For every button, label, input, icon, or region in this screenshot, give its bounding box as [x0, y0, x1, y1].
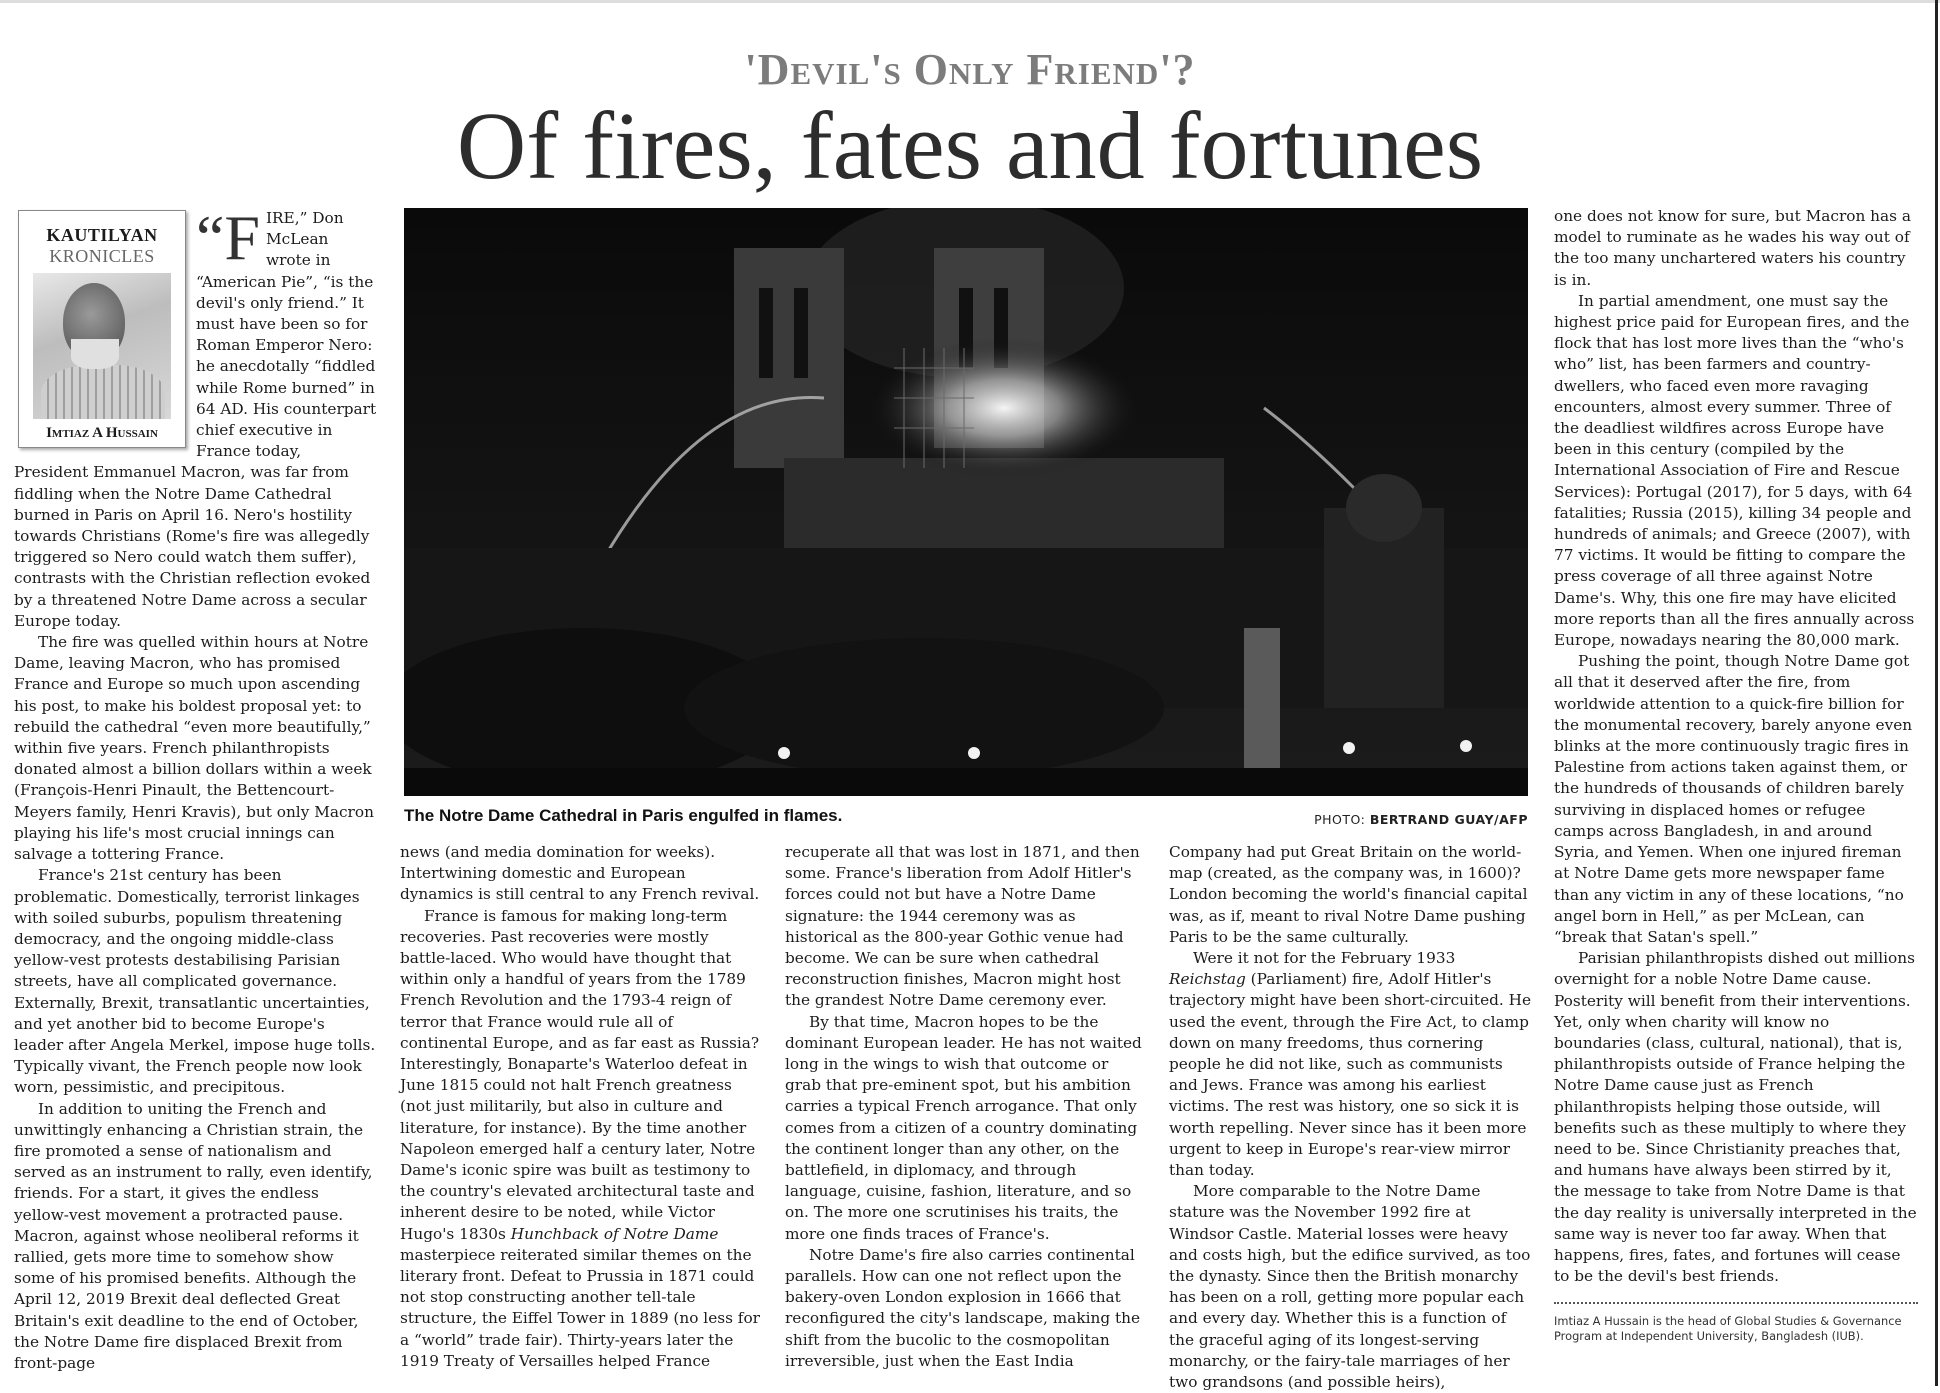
author-bio: Imtiaz A Hussain is the head of Global Studies & Governance Program at Independent University, Bangladesh (IUB).	[1554, 1302, 1918, 1343]
portrait-beard	[71, 339, 119, 369]
article-column-2	[400, 842, 762, 1372]
paragraph-2: The fire was quelled within hours at Notre Dame, leaving Macron, who has promised France and Europe so much upon ascending his post, to make his boldest proposal yet: to rebuild the cathedral “even more beautifully,” within five years. French philanthropists donated almost a billion dollars within a week (François-Henri Pinault, the Bettencourt-Meyers family, Henri Kravis), but only Macron playing his life's most crucial innings can salvage a tottering France.	[14, 633, 374, 864]
paragraph-9: Notre Dame's fire also carries continental parallels. How can one not reflect upon the bakery-oven London explosion in 1666 that reconfigured the city's landscape, making the shift from the bucolic to the cosmopolitan irreversible, just when the East India	[785, 1245, 1141, 1370]
paragraph-11	[1169, 948, 1533, 1181]
drop-cap	[196, 202, 260, 273]
paragraph-14: In partial amendment, one must say the highest price paid for European fires, and the flock that has lost more lives than the “who's who” list, has been farmers and country-dwellers, who faced even more ravaging encounters, almost every summer. Three of the deadliest wildfires across Europe have been in this century (compiled by the International Association of Fire and Rescue Services): Portugal (2017), for 5 days, with 64 fatalities; Russia (2015), killing 34 people and hundreds of animals; and Greece (2007), with 77 victims. It would be fitting to compare the press coverage of all three against Notre Dame's. Why, this one fire may have elicited more reports than all the fires annually across Europe, nowadays nearing the 80,000 mark.	[1554, 291, 1915, 650]
author-portrait	[33, 273, 171, 419]
paragraph-6-text-a: France is famous for making long-term recoveries. Past recoveries were mostly battle-laced. Who would have thought that within only a handful of years from the 1789 French Revolution and the 1793-4 reign of terror that France would rule all of continental Europe, and as far east as Russia? Interestingly, Bonaparte's Waterloo defeat in June 1815 could not halt French greatness (not just militarily, but also in culture and literature, for instance). By the time another Napoleon emerged half a century later, Notre Dame's iconic spire was built as testimony to the country's elevated architectural taste and inherent desire to be noted, while Victor Hugo's 1830s	[400, 906, 760, 1243]
portrait-shirt	[41, 365, 165, 419]
photo-credit-label: PHOTO:	[1314, 812, 1366, 827]
paragraph-10: Company had put Great Britain on the world-map (created, as the company was, in 1600)? London becoming the world's financial capital was, as if, meant to rival Notre Dame pushing Paris to be the same culturally.	[1169, 843, 1528, 946]
paragraph-7: recuperate all that was lost in 1871, and then some. France's liberation from Adolf Hitler's forces could not but have a Notre Dame signature: the 1944 ceremony was as historical as the 800-year Gothic venue had become. We can be sure when cathedral reconstruction finishes, Macron might host the grandest Notre Dame ceremony ever.	[785, 843, 1140, 1010]
top-rule	[0, 0, 1940, 3]
article-kicker: 'Devil's Only Friend'?	[744, 45, 1196, 94]
street-lamp-2	[968, 747, 980, 759]
left-tower-window-2	[794, 288, 808, 378]
cathedral-fire-photo	[404, 208, 1528, 796]
paragraph-8: By that time, Macron hopes to be the dominant European leader. He has not waited long in the wings to wish that outcome or grab that pre-eminent spot, but his ambition carries a typical French arrogance. That only comes from a citizen of a country dominating the continent longer than any other, on the battlefield, in diplomacy, and through language, cuisine, fashion, literature, and so on. The more one scrutinises his traits, the more one finds traces of France's.	[785, 1012, 1142, 1243]
street-lamp-4	[1460, 740, 1472, 752]
page-edge-rule	[1935, 0, 1938, 1386]
paragraph-16: Parisian philanthropists dished out millions overnight for a noble Notre Dame cause. Posterity will benefit from their interventions. Yet, only when charity will know no boundaries (class, cultural, national), that is, philanthropists outside of France helping the Notre Dame cause just as French philanthropists helping those outside, will benefits such as these multiply to where they need to be. Since Christianity preaches that, and humans have always been stirred by it, the message to take from Notre Dame is that the day reality is universally interpreted in the same way is never too far away. When that happens, fires, fates, and fortunes will cease to be the devil's best friends.	[1554, 949, 1917, 1286]
paragraph-11-text-a: Were it not for the February 1933	[1193, 949, 1456, 968]
statue	[1244, 628, 1280, 788]
left-tower	[734, 248, 844, 468]
photo-credit	[1314, 812, 1528, 827]
paragraph-11-text-b: (Parliament) fire, Adolf Hitler's trajectory might have been short-circuited. He used the event, through the Fire Act, to clamp down on many freedoms, thus cornering people he did not like, such as communists and Jews. France was among his earliest victims. The rest was history, one so sick it is worth repelling. Never since has it been more urgent to keep in Europe's rear-view mirror than today.	[1169, 970, 1532, 1180]
paragraph-13: one does not know for sure, but Macron has a model to ruminate as he wades his way out of the too many unchartered waters his country is in.	[1554, 207, 1911, 289]
drop-cap-letter: F	[224, 202, 260, 273]
column-name-line-1: KAUTILYAN	[46, 225, 158, 245]
paragraph-4: In addition to uniting the French and unwittingly enhancing a Christian strain, the fire promoted a sense of nationalism and served as an instrument to rally, even identify, friends. For a start, it gives the endless yellow-vest movement a protracted pause. Macron, against whose neoliberal reforms it rallied, gets more time to somehow show some of his promised benefits. Although the April 12, 2019 Brexit deal deflected Great Britain's exit deadline to the end of October, the Notre Dame fire displaced Brexit from front-page	[14, 1099, 373, 1372]
paragraph-6-text-b: masterpiece reiterated similar themes on the literary front. Defeat to Prussia in 1871 could not stop constructing another tell-tale structure, the Eiffel Tower in 1889 (no less for a “world” trade fair). Thirty-years later the 1919 Treaty of Versailles helped France	[400, 1245, 760, 1370]
cathedral-fire-illustration	[404, 208, 1528, 796]
street-lamp-1	[778, 747, 790, 759]
dome	[1346, 474, 1422, 542]
article-column-5	[1554, 206, 1918, 1287]
paragraph-6-book-title: Hunchback of Notre Dame	[510, 1224, 719, 1243]
article-column-3	[785, 842, 1147, 1372]
photo-credit-name: BERTRAND GUAY/AFP	[1369, 812, 1528, 827]
byline-box	[18, 210, 186, 448]
article-headline: Of fires, fates and fortunes	[456, 92, 1484, 199]
left-tower-window-1	[759, 288, 773, 378]
article-column-1	[14, 202, 378, 1374]
paragraph-5: news (and media domination for weeks). Intertwining domestic and European dynamics is still central to any French revival.	[400, 843, 760, 904]
paragraph-6	[400, 906, 762, 1372]
paragraph-11-reichstag: Reichstag	[1169, 970, 1246, 989]
paragraph-15: Pushing the point, though Notre Dame got all that it deserved after the fire, from worldwide attention to a quick-fire billion for the monumental recovery, barely anyone even blinks at the more continuously tragic fires in Palestine from actions taken against them, or the hundreds of thousands of children barely surviving in displaced homes or refugee camps across Bangladesh, in and around Syria, and Yemen. When one injured fireman at Notre Dame gets more newspaper fame than any victim in any of these locations, “no angel born in Hell,” as per McLean, can “break that Satan's spell.”	[1554, 652, 1913, 946]
paragraph-12: More comparable to the Notre Dame stature was the November 1992 fire at Windsor Castle. Material losses were heavy and costs high, but the edifice survived, as too the dynasty. Since then the British monarchy has been on a roll, getting more popular each and every day. Whether this is a function of the graceful aging of its longest-serving monarchy, or the fairy-tale marriages of her two grandsons (and possible heirs),	[1169, 1182, 1531, 1392]
ground	[404, 768, 1528, 796]
street-lamp-3	[1343, 742, 1355, 754]
paragraph-3: France's 21st century has been problematic. Domestically, terrorist linkages with soiled suburbs, populism threatening democracy, and the ongoing middle-class yellow-vest protests destabilising Parisian streets, have all complicated governance. Externally, Brexit, transatlantic uncertainties, and yet another bid to become Europe's leader after Angela Merkel, impose huge tolls. Typically vivant, the French people now look worn, pessimistic, and precipitous.	[14, 866, 376, 1097]
paragraph-1-text: IRE,” Don McLean wrote in “American Pie”, “is the devil's only friend.” It must have been so for Roman Emperor Nero: he anecdotally “fiddled while Rome burned” in 64 AD. His counterpart chief executive in France today, President Emmanuel Macron, was far from fiddling when the Notre Dame Cathedral burned in Paris on April 16. Nero's hostility towards Christians (Rome's fire was allegedly triggered so Nero could watch them suffer), contrasts with the Christian reflection evoked by a threatened Notre Dame across a secular Europe today.	[14, 209, 377, 630]
article-column-4	[1169, 842, 1533, 1393]
column-name-line-2: KRONICLES	[49, 246, 155, 267]
trees-center	[684, 638, 1164, 778]
photo-caption: The Notre Dame Cathedral in Paris engulfed in flames.	[404, 806, 843, 825]
fire-glow	[864, 338, 1144, 478]
author-name: Imtiaz A Hussain	[46, 425, 158, 442]
drop-cap-quote: “	[196, 202, 225, 273]
